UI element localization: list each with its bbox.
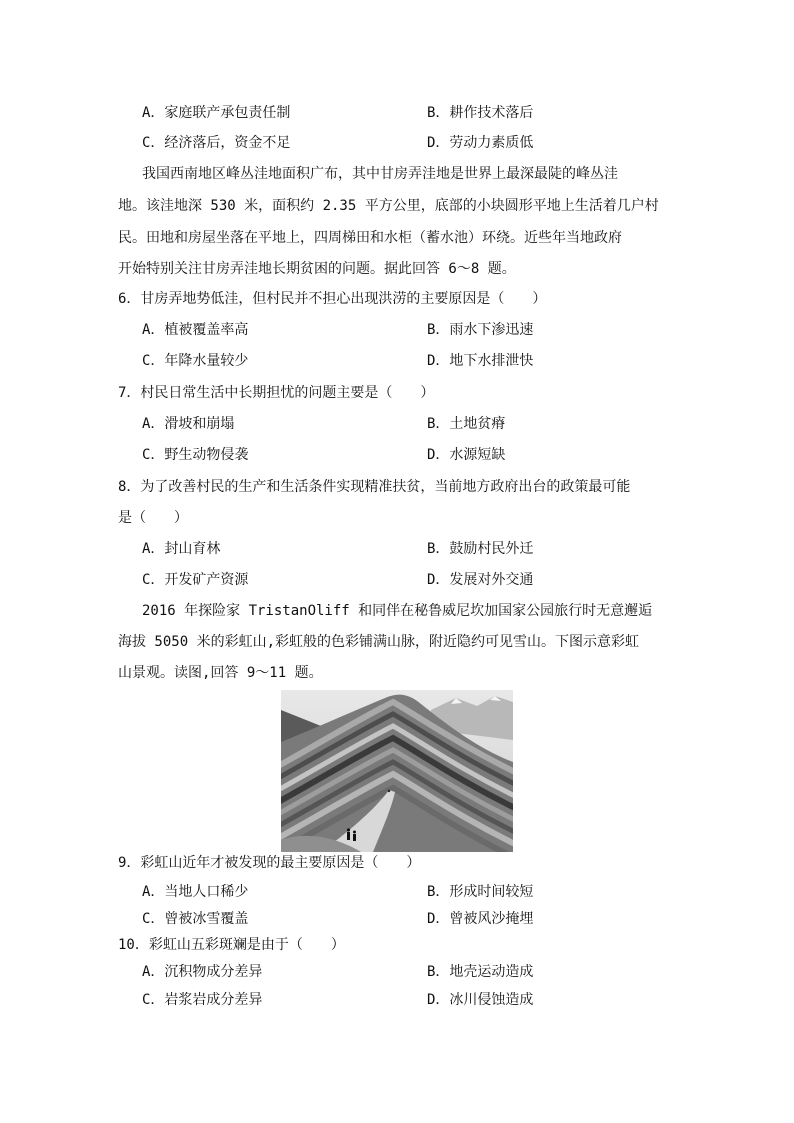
passage-line: 民。田地和房屋坐落在平地上，四周梯田和水柜（蓄水池）环绕。近些年当地政府 [118,230,622,246]
passage-line: 地。该洼地深 530 米，面积约 2.35 平方公里，底部的小块圆形平地上生活着几户村 [118,198,659,214]
option-a: A．沉积物成分差异 [142,964,263,980]
option-a: A．当地人口稀少 [142,884,249,900]
option-b: B．耕作技术落后 [427,105,534,121]
option-b: B．鼓励村民外迁 [427,541,534,557]
passage-line: 我国西南地区峰丛洼地面积广布，其中甘房弄洼地是世界上最深最陡的峰丛洼 [142,166,618,182]
option-c: C．经济落后，资金不足 [142,135,291,151]
option-c: C．岩浆岩成分差异 [142,992,263,1008]
option-a: A．家庭联产承包责任制 [142,105,291,121]
question-stem-cont: 是（ ） [118,510,188,526]
option-d: D．劳动力素质低 [427,135,534,151]
question-stem: 7．村民日常生活中长期担忧的问题主要是（ ） [118,385,435,401]
option-b: B．地壳运动造成 [427,964,534,980]
passage-line: 山景观。读图,回答 9～11 题。 [118,665,323,681]
option-d: D．发展对外交通 [427,572,534,588]
passage-line: 开始特别关注甘房弄洼地长期贫困的问题。据此回答 6～8 题。 [118,261,516,277]
option-b: B．形成时间较短 [427,884,534,900]
option-c: C．曾被冰雪覆盖 [142,911,249,927]
option-b: B．土地贫瘠 [427,416,506,432]
option-c: C．开发矿产资源 [142,572,249,588]
option-b: B．雨水下渗迅速 [427,322,534,338]
option-d: D．水源短缺 [427,447,506,463]
rainbow-mountain-photo [281,690,513,852]
option-a: A．滑坡和崩塌 [142,416,235,432]
question-stem: 6．甘房弄地势低洼，但村民并不担心出现洪涝的主要原因是（ ） [118,291,547,307]
question-stem: 9．彩虹山近年才被发现的最主要原因是（ ） [118,855,421,871]
passage-line: 海拔 5050 米的彩虹山,彩虹般的色彩铺满山脉，附近隐约可见雪山。下图示意彩虹 [118,634,639,650]
question-stem: 8．为了改善村民的生产和生活条件实现精准扶贫，当前地方政府出台的政策最可能 [118,479,631,495]
option-d: D．曾被风沙掩埋 [427,911,534,927]
option-a: A．植被覆盖率高 [142,322,249,338]
option-c: C．野生动物侵袭 [142,447,249,463]
option-c: C．年降水量较少 [142,353,249,369]
question-stem: 10．彩虹山五彩斑斓是由于（ ） [118,937,345,953]
option-d: D．冰川侵蚀造成 [427,992,534,1008]
passage-line: 2016 年探险家 TristanOliff 和同伴在秘鲁威尼坎加国家公园旅行时无意邂逅 [142,603,653,619]
option-d: D．地下水排泄快 [427,353,534,369]
option-a: A．封山育林 [142,541,221,557]
